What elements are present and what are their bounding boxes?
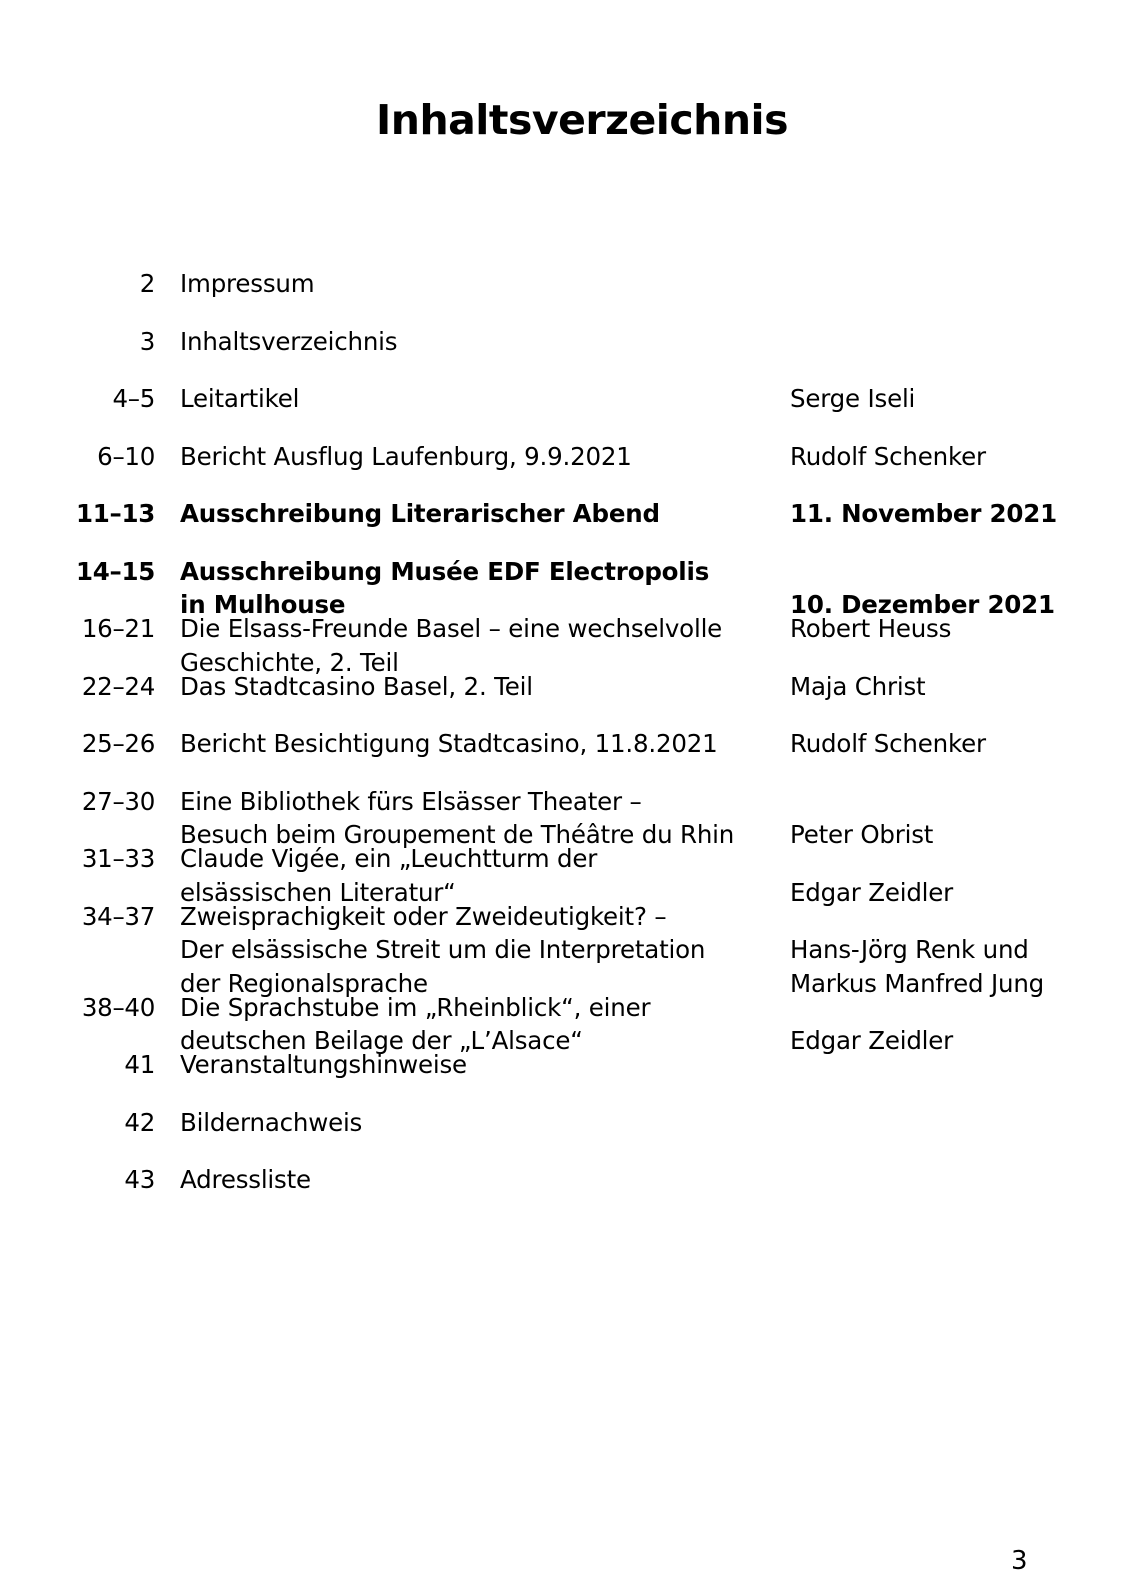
toc-title-line: Eine Bibliothek fürs Elsässer Theater – <box>180 786 642 816</box>
toc-title-line: Die Sprachstube im „Rheinblick“, einer <box>180 992 651 1022</box>
toc-entry <box>0 267 1146 301</box>
toc-author-line: Rudolf Schenker <box>790 441 986 471</box>
toc-page-range: 2 <box>139 269 155 298</box>
row-spacer <box>155 555 164 589</box>
row-spacer <box>155 900 163 967</box>
toc-page-range: 25–26 <box>81 729 155 758</box>
toc-title <box>180 440 780 474</box>
toc-author-line: 10. Dezember 2021 <box>790 590 1055 619</box>
toc-author-line: Edgar Zeidler <box>790 1026 954 1055</box>
toc-title <box>180 267 780 301</box>
toc-title <box>180 497 780 531</box>
toc-title-line: Zweisprachigkeit oder Zweideutigkeit? – <box>180 901 667 931</box>
toc-entry <box>0 842 1146 907</box>
toc-title-line: Veranstaltungshinweise <box>180 1050 467 1079</box>
row-spacer <box>155 842 163 876</box>
toc-title-line: Claude Vigée, ein „Leuchtturm der <box>180 844 598 873</box>
toc-title-line: elsässischen Literatur“ <box>180 877 456 907</box>
toc-entry <box>0 785 1146 849</box>
toc-title-line: in Mulhouse <box>180 590 346 619</box>
toc-author-line: Peter Obrist <box>790 820 934 849</box>
toc-author-line: Edgar Zeidler <box>790 877 954 907</box>
toc-entry <box>0 1048 1146 1082</box>
toc-title-line: Bericht Besichtigung Stadtcasino, 11.8.2021 <box>180 729 718 758</box>
toc-page-range: 3 <box>139 326 155 356</box>
toc-entry <box>0 670 1146 704</box>
toc-entry <box>0 991 1146 1055</box>
toc-page-range: 4–5 <box>112 384 155 413</box>
row-spacer <box>155 785 163 819</box>
toc-title-line: Impressum <box>180 269 315 298</box>
toc-entry <box>0 1106 1146 1140</box>
toc-page-range: 31–33 <box>81 844 155 873</box>
toc-page-range: 34–37 <box>81 901 155 931</box>
toc-title-line: Geschichte, 2. Teil <box>180 647 399 677</box>
toc-entry <box>0 555 1146 619</box>
toc-page-range: 27–30 <box>81 786 155 816</box>
toc-title-line: Inhaltsverzeichnis <box>180 326 398 356</box>
toc-entry <box>0 497 1146 531</box>
toc-title-line: Leitartikel <box>180 384 300 413</box>
toc-author-line: Serge Iseli <box>790 384 916 413</box>
page-number: 3 <box>1011 1546 1028 1576</box>
toc-author <box>790 670 1140 704</box>
toc-page-range: 38–40 <box>81 992 155 1022</box>
toc-author-line: Rudolf Schenker <box>790 729 986 758</box>
toc-page-range: 43 <box>124 1165 155 1194</box>
toc-title-line: Ausschreibung Literarischer Abend <box>180 499 660 528</box>
toc-title-line: Das Stadtcasino Basel, 2. Teil <box>180 671 533 701</box>
toc-title <box>180 1106 780 1140</box>
toc-author <box>790 497 1140 531</box>
toc-title <box>180 900 780 1001</box>
toc-title-line: Adressliste <box>180 1165 311 1194</box>
toc-page-range: 16–21 <box>81 614 155 643</box>
toc-entry <box>0 440 1146 474</box>
toc-title <box>180 1163 780 1197</box>
toc-page-range: 11–13 <box>76 499 155 528</box>
toc-title-line: Die Elsass-Freunde Basel – eine wechselvolle <box>180 614 723 643</box>
toc-page-range: 22–24 <box>81 671 155 701</box>
toc-entry <box>0 900 1146 998</box>
toc-page-range: 14–15 <box>76 556 155 586</box>
toc-title-line: deutschen Beilage der „L’Alsace“ <box>180 1026 583 1055</box>
toc-title-line: Der elsässische Streit um die Interpretation <box>180 935 706 964</box>
toc-author-line: Markus Manfred Jung <box>790 968 1045 998</box>
toc-author-line: Maja Christ <box>790 671 926 701</box>
toc-entry <box>0 727 1146 761</box>
row-spacer <box>155 991 163 1025</box>
toc-title <box>180 670 780 704</box>
toc-title <box>180 325 780 359</box>
toc-entry <box>0 612 1146 677</box>
toc-title-line: Ausschreibung Musée EDF Electropolis <box>180 556 710 586</box>
toc-title-line: Bericht Ausflug Laufenburg, 9.9.2021 <box>180 441 632 471</box>
table-of-contents <box>0 267 1146 1221</box>
toc-author <box>790 727 1140 761</box>
toc-entry <box>0 382 1146 416</box>
row-spacer <box>155 612 163 646</box>
toc-author-line: 11. November 2021 <box>790 499 1057 528</box>
toc-page-range: 42 <box>124 1107 155 1137</box>
toc-title <box>180 727 780 761</box>
toc-author <box>790 612 1140 646</box>
toc-author <box>790 440 1140 474</box>
toc-title-line: Bildernachweis <box>180 1107 363 1137</box>
toc-page-range: 41 <box>124 1050 155 1079</box>
toc-author-line: Robert Heuss <box>790 614 952 643</box>
toc-title-line: der Regionalsprache <box>180 968 428 998</box>
toc-title <box>180 1048 780 1082</box>
toc-entry <box>0 325 1146 359</box>
page-title: Inhaltsverzeichnis <box>376 96 788 144</box>
toc-page-range: 6–10 <box>97 441 155 471</box>
toc-title-line: Besuch beim Groupement de Théâtre du Rhin <box>180 820 735 849</box>
toc-author <box>790 382 1140 416</box>
toc-author-line: Hans-Jörg Renk und <box>790 935 1029 964</box>
toc-entry <box>0 1163 1146 1197</box>
toc-title <box>180 382 780 416</box>
